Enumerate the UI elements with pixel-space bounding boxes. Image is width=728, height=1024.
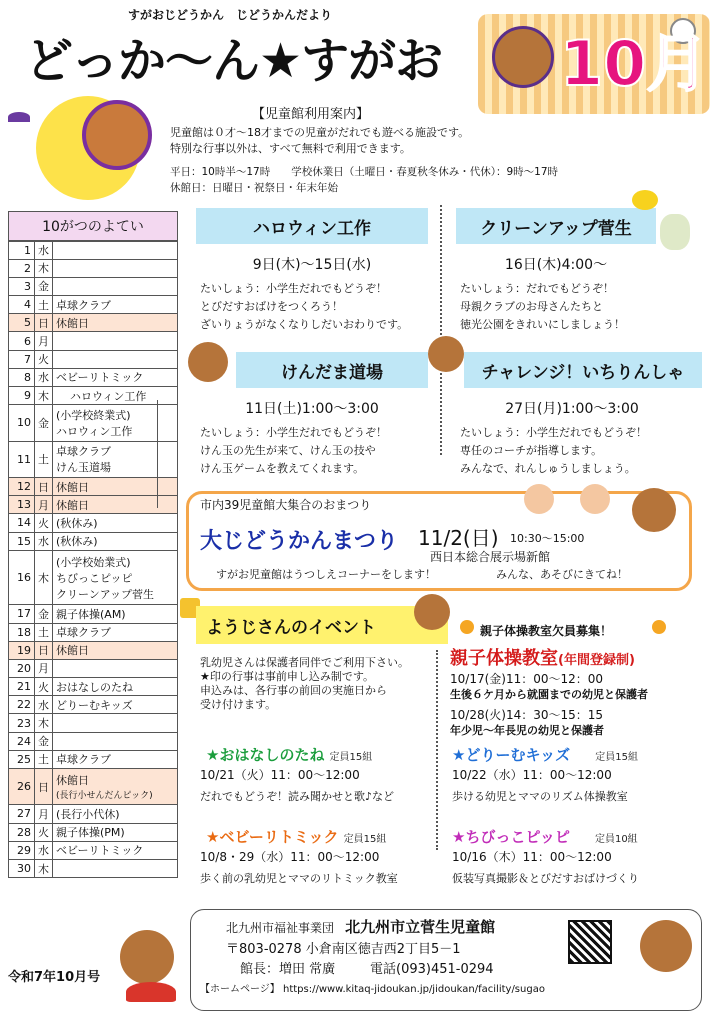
event-title-unicycle: チャレンジ！いちりんしゃ	[464, 352, 702, 388]
calendar-weekday: 木	[35, 550, 53, 605]
event-desc: 歩ける幼児とママのリズム体操教室	[452, 790, 628, 803]
calendar-day: 19	[9, 641, 35, 659]
footer-facility: 北九州市立菅生児童館	[345, 918, 496, 936]
calendar-weekday: 金	[35, 605, 53, 623]
calendar-event-line: 休館日	[56, 644, 89, 658]
calendar-row	[9, 496, 178, 514]
event-name: ★おはなしのたね	[206, 746, 325, 764]
calendar-row	[9, 514, 178, 532]
calendar-row	[9, 823, 178, 841]
calendar-day: 7	[9, 350, 35, 368]
calendar-weekday: 金	[35, 405, 53, 441]
event-ohanashi	[206, 744, 372, 765]
header-subtitle: すがおじどうかん じどうかんだより	[128, 8, 333, 22]
calendar-event-line: 卓球クラブ	[56, 753, 111, 767]
calendar-weekday: 水	[35, 241, 53, 259]
toddler-note: 受け付けます。	[200, 698, 277, 711]
event-baby	[206, 826, 386, 847]
calendar-weekday: 月	[35, 659, 53, 677]
event-title-kendama: けんだま道場	[236, 352, 428, 388]
dashed-arrow	[157, 400, 158, 508]
calendar-row	[9, 277, 178, 295]
calendar-day: 12	[9, 477, 35, 495]
event-desc: とびだすおばけをつくろう！	[200, 300, 343, 313]
calendar-day: 13	[9, 496, 35, 514]
calendar-event	[53, 296, 178, 314]
homepage-link[interactable]: 【ホームページ】 https://www.kitaq-jidoukan.jp/jidoukan/facility/sugao	[200, 984, 545, 995]
taiso-session-who: 年少児～年長児の幼児と保護者	[450, 724, 604, 737]
event-time: 10/8・29（水）11：00～12:00	[200, 850, 380, 864]
calendar-day: 26	[9, 769, 35, 805]
calendar-event-line: 卓球クラブ	[56, 445, 111, 459]
event-desc: たいしょう：小学生だれでもどうぞ！	[200, 282, 387, 295]
footer-org	[226, 916, 495, 937]
calendar-event	[53, 368, 178, 386]
event-name: ★ベビーリトミック	[206, 828, 339, 846]
calendar-row	[9, 477, 178, 495]
toddler-note: 乳幼児さんは保護者同伴でご利用下さい。	[200, 656, 409, 669]
footer-address: 〒803-0278 小倉南区徳吉西2丁目5－1	[226, 942, 461, 957]
calendar-event-line: 親子体操(PM)	[56, 826, 125, 840]
taiso-session-time: 10/17(金)11：00～12：00	[450, 672, 604, 686]
event-dream	[452, 744, 638, 765]
calendar-row	[9, 441, 178, 477]
event-title-cleanup: クリーンアップ菅生	[456, 208, 656, 244]
calendar-day: 24	[9, 732, 35, 750]
calendar-day: 25	[9, 750, 35, 768]
calendar-event-line: 休館日	[56, 774, 89, 788]
calendar-weekday: 土	[35, 441, 53, 477]
calendar-event	[53, 277, 178, 295]
unicycle-bear-icon	[428, 336, 464, 372]
event-desc: 母親クラブのお母さんたちと	[460, 300, 603, 313]
calendar-day: 5	[9, 314, 35, 332]
event-desc: 歩く前の乳幼児とママのリトミック教室	[200, 872, 398, 885]
calendar-row	[9, 750, 178, 768]
event-time-halloween: 9日(木)～15日(水)	[252, 257, 372, 273]
calendar-weekday: 土	[35, 296, 53, 314]
guide-heading: 【児童館利用案内】	[252, 107, 370, 122]
toddler-note: ★印の行事は事前申し込み制です。	[200, 670, 374, 683]
calendar-weekday: 水	[35, 841, 53, 859]
calendar-weekday: 日	[35, 769, 53, 805]
festival-name: 大じどうかんまつり	[200, 529, 399, 554]
event-desc: 徳光公園をきれいにしましょう！	[460, 318, 625, 331]
calendar-day: 4	[9, 296, 35, 314]
calendar-row	[9, 605, 178, 623]
calendar-weekday: 月	[35, 332, 53, 350]
calendar-weekday: 火	[35, 350, 53, 368]
bear-leaves-icon	[640, 920, 692, 972]
taiso-session-time: 10/28(火)14：30～15：15	[450, 708, 604, 722]
calendar-day: 22	[9, 696, 35, 714]
calendar-day: 8	[9, 368, 35, 386]
calendar-row	[9, 659, 178, 677]
calendar-event	[53, 332, 178, 350]
calendar-row	[9, 841, 178, 859]
qr-code-icon[interactable]	[568, 920, 612, 964]
calendar-row	[9, 641, 178, 659]
calendar-event	[53, 859, 178, 877]
calendar-row	[9, 241, 178, 259]
calendar-table	[8, 211, 178, 878]
calendar-row	[9, 405, 178, 441]
calendar-weekday: 金	[35, 732, 53, 750]
calendar-event	[53, 387, 178, 405]
issue-label: 令和7年10月号	[8, 970, 101, 985]
calendar-day: 23	[9, 714, 35, 732]
calendar-event	[53, 678, 178, 696]
page-title: どっか～ん★すがお	[25, 33, 443, 89]
calendar-event	[53, 350, 178, 368]
calendar-weekday: 火	[35, 823, 53, 841]
reading-bear-icon	[120, 930, 174, 984]
calendar-event-line: (秋休み)	[56, 535, 98, 549]
calendar-day: 28	[9, 823, 35, 841]
calendar-weekday: 日	[35, 477, 53, 495]
calendar-event-line: おはなしのたね	[56, 680, 133, 694]
calendar-event	[53, 641, 178, 659]
calendar-day: 16	[9, 550, 35, 605]
calendar-day: 10	[9, 405, 35, 441]
month-label: 10月	[560, 27, 709, 100]
calendar-event-line: 卓球クラブ	[56, 298, 111, 312]
calendar-event	[53, 732, 178, 750]
calendar-row	[9, 696, 178, 714]
witch-bear-icon	[82, 100, 152, 170]
event-time: 10/22（水）11：00～12:00	[452, 768, 612, 782]
calendar-row	[9, 532, 178, 550]
calendar-row	[9, 368, 178, 386]
calendar-day: 3	[9, 277, 35, 295]
calendar-event-line: ハロウィン工作	[70, 389, 147, 403]
calendar-event	[53, 550, 178, 605]
calendar-row	[9, 623, 178, 641]
calendar-weekday: 木	[35, 387, 53, 405]
calendar-row	[9, 550, 178, 605]
bear-mascot-icon	[492, 26, 554, 88]
event-desc: みんなで、れんしゅうしましょう。	[460, 462, 636, 475]
calendar-weekday: 金	[35, 277, 53, 295]
event-time: 10/21（火）11：00～12:00	[200, 768, 360, 782]
calendar-day: 17	[9, 605, 35, 623]
footer-tel: 電話(093)451-0294	[370, 962, 494, 977]
calendar-day: 9	[9, 387, 35, 405]
calendar-event-line: ハロウィン工作	[56, 424, 133, 438]
calendar-weekday: 日	[35, 314, 53, 332]
calendar-event	[53, 841, 178, 859]
calendar-weekday: 月	[35, 496, 53, 514]
event-time-unicycle: 27日(月)1:00～3:00	[505, 401, 639, 417]
calendar-event	[53, 441, 178, 477]
calendar-event	[53, 714, 178, 732]
event-capacity: 定員15組	[343, 834, 387, 845]
calendar-weekday: 火	[35, 514, 53, 532]
calendar-day: 27	[9, 805, 35, 823]
calendar-event	[53, 823, 178, 841]
calendar-event	[53, 259, 178, 277]
calendar-event-line: ベビーリトミック	[56, 844, 144, 858]
vine-divider	[436, 650, 438, 850]
event-desc: たいしょう：小学生だれでもどうぞ！	[200, 426, 387, 439]
vine-divider	[440, 205, 442, 455]
calendar-event	[53, 532, 178, 550]
toddler-note: 申込みは、各行事の前回の実施日から	[200, 684, 387, 697]
calendar-day: 21	[9, 678, 35, 696]
festival-date: 11/2(日)	[418, 526, 499, 550]
event-chibi	[452, 826, 638, 847]
calendar-day: 2	[9, 259, 35, 277]
bat-icon	[8, 112, 30, 122]
calendar-row	[9, 350, 178, 368]
event-desc: たいしょう：小学生だれでもどうぞ！	[460, 426, 647, 439]
calendar-event	[53, 605, 178, 623]
festival-pre: 市内39児童館大集合のおまつり	[200, 498, 372, 512]
bear-icon	[632, 488, 676, 532]
calendar-event-line: (長行小代休)	[56, 807, 120, 821]
calendar-weekday: 水	[35, 532, 53, 550]
calendar-row	[9, 314, 178, 332]
calendar-event-line: 休館日	[56, 316, 89, 330]
calendar-day: 30	[9, 859, 35, 877]
footer-director: 館長：増田 常廣	[240, 962, 336, 977]
calendar-row	[9, 259, 178, 277]
footer-org-name: 北九州市福祉事業団	[226, 921, 335, 935]
event-desc: たいしょう：だれでもどうぞ！	[460, 282, 614, 295]
calendar-row	[9, 332, 178, 350]
event-capacity: 定員15組	[329, 752, 373, 763]
guide-line: 特別な行事以外は、すべて無料で利用できます。	[170, 142, 411, 155]
heart-icon	[652, 620, 666, 634]
calendar-row	[9, 387, 178, 405]
calendar-row	[9, 678, 178, 696]
guide-line: 児童館は０才～18才までの児童がだれでも遊べる施設です。	[170, 126, 470, 139]
event-name: ★どりーむキッズ	[452, 746, 571, 764]
event-desc: けん玉の先生が来て、けん玉の技や	[200, 444, 376, 457]
calendar-event	[53, 477, 178, 495]
event-capacity: 定員15組	[595, 752, 638, 763]
event-time-kendama: 11日(土)1:00～3:00	[245, 401, 379, 417]
calendar-row	[9, 769, 178, 805]
calendar-event	[53, 769, 178, 805]
guide-hours: 平日：10時半～17時 学校休業日（土曜日・春夏秋冬休み・代休）：9時～17時	[170, 166, 559, 178]
calendar-day: 1	[9, 241, 35, 259]
calendar-event-line: 休館日	[56, 480, 89, 494]
taiso-name: 親子体操教室	[450, 648, 558, 669]
calendar-event	[53, 405, 178, 441]
calendar-title: 10がつのよてい	[8, 211, 178, 241]
calendar-event-line: けん玉道場	[56, 461, 111, 475]
calendar-event	[53, 696, 178, 714]
taiso-recruit: 親子体操教室欠員募集！	[480, 624, 613, 638]
calendar-weekday: 日	[35, 641, 53, 659]
calendar-weekday: 火	[35, 678, 53, 696]
calendar-event-line: (小学校始業式)	[56, 555, 131, 569]
calendar-event-line: (小学校終業式)	[56, 408, 131, 422]
calendar-weekday: 土	[35, 750, 53, 768]
calendar-event-line: 休館日	[56, 498, 89, 512]
calendar-day: 6	[9, 332, 35, 350]
event-title-halloween: ハロウィン工作	[196, 208, 428, 244]
event-desc: 仮装写真撮影＆とびだすおばけづくり	[452, 872, 639, 885]
bee-icon	[632, 190, 658, 210]
event-desc: だれでもどうぞ！読み聞かせと歌♪など	[200, 790, 395, 803]
calendar-weekday: 木	[35, 714, 53, 732]
calendar-event	[53, 623, 178, 641]
calendar-day: 29	[9, 841, 35, 859]
calendar-event	[53, 750, 178, 768]
kids-icon	[580, 484, 610, 514]
calendar-event-line: ちびっこピッピ	[56, 571, 133, 585]
event-time-cleanup: 16日(木)4:00～	[504, 257, 608, 273]
event-capacity: 定員10組	[594, 834, 638, 845]
calendar-event-line: ベビーリトミック	[56, 371, 144, 385]
calendar-event-line: 親子体操(AM)	[56, 607, 126, 621]
calendar-row	[9, 859, 178, 877]
calendar-day: 14	[9, 514, 35, 532]
calendar-day: 18	[9, 623, 35, 641]
festival-time: 10:30～15:00	[510, 532, 585, 545]
event-name: ★ちびっこピッピ	[452, 828, 570, 846]
calendar-event-line: クリーンアップ菅生	[56, 587, 155, 601]
calendar-event-line: 卓球クラブ	[56, 626, 111, 640]
event-desc: けん玉ゲームを教えてくれます。	[200, 462, 365, 475]
calendar-weekday: 月	[35, 805, 53, 823]
kids-icon	[524, 484, 554, 514]
calendar-row	[9, 732, 178, 750]
bear-balloon-icon	[188, 342, 228, 382]
calendar-event-line: どりーむキッズ	[56, 698, 133, 712]
calendar-day: 15	[9, 532, 35, 550]
calendar-event	[53, 805, 178, 823]
calendar-day: 11	[9, 441, 35, 477]
taiso-tag: (年間登録制)	[558, 653, 635, 668]
calendar-weekday: 水	[35, 368, 53, 386]
toddler-title: ようじさんのイベント	[196, 606, 448, 644]
taiso-session-who: 生後６ケ月から就園までの幼児と保護者	[450, 688, 648, 701]
calendar-day: 20	[9, 659, 35, 677]
calendar-event	[53, 514, 178, 532]
calendar-event	[53, 314, 178, 332]
festival-note: みんな、あそびにきてね！	[496, 568, 628, 581]
mushroom-icon	[126, 982, 176, 1002]
calendar-event	[53, 241, 178, 259]
event-time: 10/16（木）11：00～12:00	[452, 850, 612, 864]
calendar-event	[53, 659, 178, 677]
festival-venue: 西日本総合展示場新館	[430, 550, 551, 564]
festival-note: すがお児童館はうつしえコーナーをします！	[216, 568, 436, 581]
heart-icon	[460, 620, 474, 634]
calendar-row	[9, 805, 178, 823]
taiso-title	[450, 644, 635, 670]
calendar-weekday: 水	[35, 696, 53, 714]
calendar-event-line: (長行小せんだんピック)	[56, 791, 153, 802]
calendar-row	[9, 714, 178, 732]
calendar-weekday: 土	[35, 623, 53, 641]
event-desc: 専任のコーチが指導します。	[460, 444, 603, 457]
calendar-event-line: (秋休み)	[56, 516, 98, 530]
calendar-weekday: 木	[35, 259, 53, 277]
calendar-event	[53, 496, 178, 514]
calendar-row	[9, 296, 178, 314]
calendar-weekday: 木	[35, 859, 53, 877]
guide-closed: 休館日：日曜日・祝祭日・年末年始	[170, 182, 338, 194]
bear-horn-icon	[414, 594, 450, 630]
trash-bag-icon	[660, 214, 690, 250]
event-desc: ざいりょうがなくなりしだいおわりです。	[200, 318, 409, 331]
